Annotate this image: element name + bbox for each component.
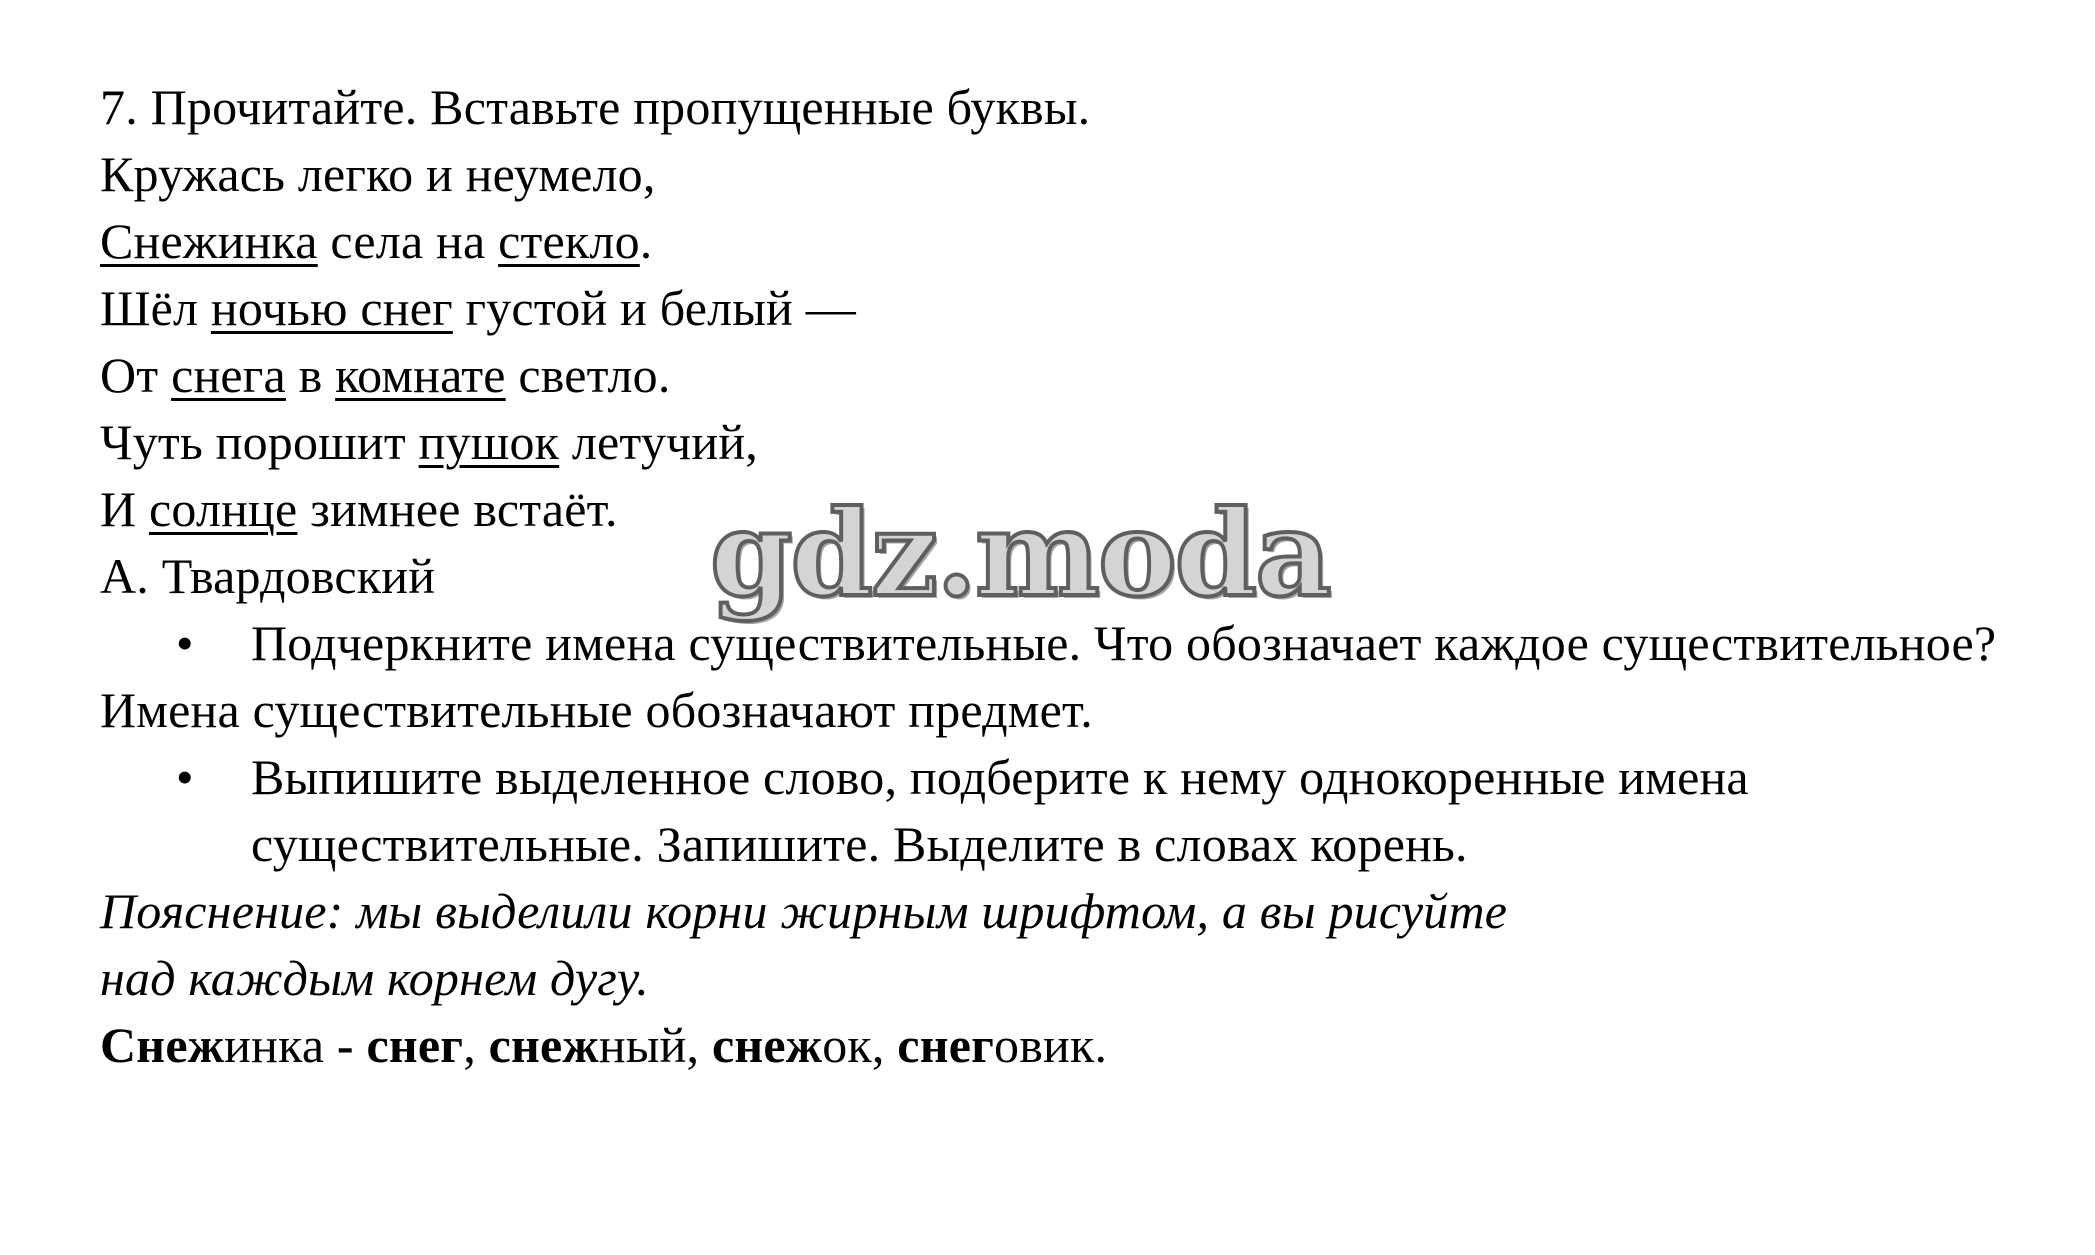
text-segment: зимнее встаёт. [297,481,618,537]
underlined-noun: снега [171,347,286,403]
bold-root: снег [897,1017,994,1073]
poem-author: А. Твардовский [100,548,436,604]
bold-root: снеж [711,1017,823,1073]
underlined-noun: стекло [498,213,640,269]
bold-root: - [336,1017,354,1073]
explanation-line-1: Пояснение: мы выделили корни жирным шрифтом, а вы рисуйте [100,883,1508,939]
text-segment: Шёл [100,280,211,336]
poem-line [100,275,2060,342]
text-segment: , [463,1017,489,1073]
bullet-icon: • [176,749,194,805]
poem-line [100,342,2060,409]
text-segment: села на [317,213,499,269]
answer-1: Имена существительные обозначают предмет. [100,682,1093,738]
poem-line [100,141,2060,208]
text-segment: . [639,213,653,269]
text-segment: Чуть порошит [100,414,419,470]
bold-root: снег [366,1017,464,1073]
explanation-line-2: над каждым корнем дугу. [100,950,649,1006]
text-segment: ок, [822,1017,898,1073]
text-segment [354,1017,367,1073]
question-1-text: Подчеркните имена существительные. Что обозначает каждое существительное? [251,615,1997,671]
text-segment: ный, [598,1017,712,1073]
text-segment: светло. [505,347,671,403]
underlined-noun: комнате [335,347,506,403]
bold-root: снеж [488,1017,599,1073]
question-2-text: Выпишите выделенное слово, подберите к нему однокоренные имена существительные. Запишите. Выделите в словах корень. [251,749,1749,872]
underlined-noun: солнце [149,481,298,537]
text-segment: От [100,347,172,403]
task-title: 7. Прочитайте. Вставьте пропущенные буквы. [100,79,1091,135]
text-segment: инка [224,1017,337,1073]
bullet-icon: • [176,615,194,671]
underlined-noun: Снежинка [100,213,318,269]
underlined-noun: ночью снег [210,280,453,336]
bold-root: Снеж [100,1017,225,1073]
text-segment: Кружась легко и неумело, [100,146,656,202]
question-2 [100,744,2060,878]
text-segment: овик. [994,1017,1108,1073]
underlined-noun: пушок [418,414,560,470]
watermark-logo: gdz.moda [710,484,1330,623]
text-segment: летучий, [559,414,758,470]
poem-line [100,208,2060,275]
answer-2 [100,1012,2060,1079]
poem-line [100,409,2060,476]
text-segment: И [100,481,150,537]
text-segment: в [285,347,336,403]
text-segment: густой и белый — [452,280,856,336]
